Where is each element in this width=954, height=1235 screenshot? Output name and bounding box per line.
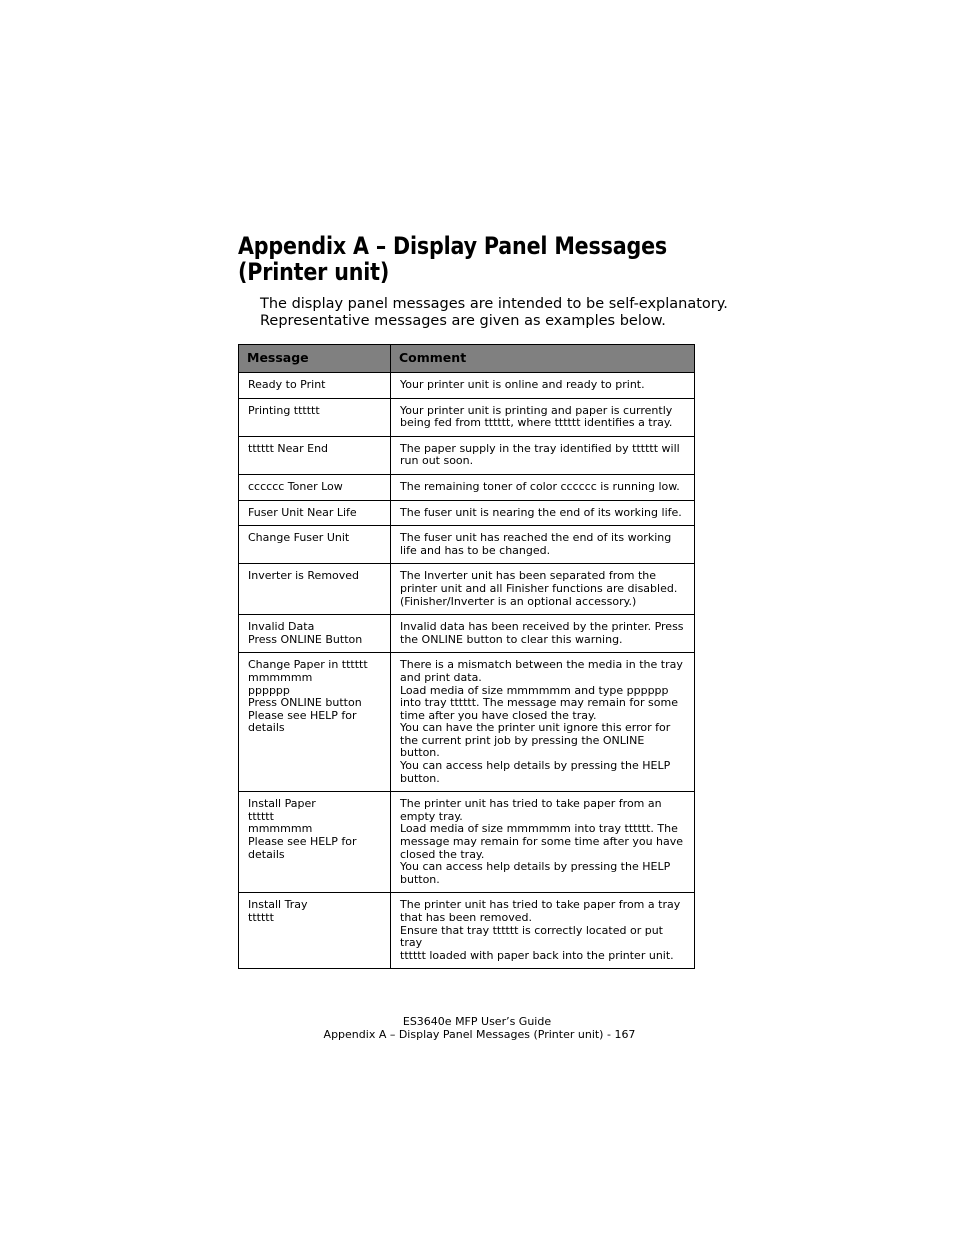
- message-cell: [239, 792, 391, 893]
- table-row: [239, 436, 695, 474]
- message-cell-line: details: [248, 721, 285, 735]
- comment-cell-line: The fuser unit is nearing the end of its working life.: [400, 505, 682, 519]
- message-cell-line: Change Fuser Unit: [248, 531, 350, 545]
- page-footer: [0, 1015, 954, 1041]
- comment-cell-line: into tray tttttt. The message may remain for some: [400, 696, 678, 710]
- comment-cell-line: The remaining toner of color cccccc is running low.: [400, 479, 680, 493]
- comment-cell: [391, 500, 695, 526]
- table-header-row: [239, 345, 695, 373]
- comment-cell-line: The printer unit has tried to take paper from a tray: [400, 898, 681, 912]
- comment-cell-line: printer unit and all Finisher functions are disabled.: [400, 581, 678, 595]
- comment-cell-line: The fuser unit has reached the end of its working: [400, 531, 672, 545]
- message-cell-line: details: [248, 847, 285, 861]
- comment-cell-line: the ONLINE button to clear this warning.: [400, 632, 623, 646]
- comment-cell: [391, 893, 695, 969]
- comment-cell-line: and print data.: [400, 670, 482, 684]
- message-cell: [239, 474, 391, 500]
- page-title-line-2: (Printer unit): [238, 258, 390, 286]
- table-row: [239, 893, 695, 969]
- comment-cell: [391, 398, 695, 436]
- comment-cell-line: The printer unit has tried to take paper from an: [400, 797, 662, 811]
- message-cell-line: Change Paper in tttttt: [248, 658, 368, 672]
- comment-cell-line: that has been removed.: [400, 911, 533, 924]
- comment-cell-line: Ensure that tray tttttt is correctly located or put tray: [400, 923, 663, 950]
- comment-cell-line: life and has to be changed.: [400, 543, 551, 557]
- comment-cell-line: the current print job by pressing the ONLINE: [400, 733, 645, 747]
- comment-cell-line: button.: [400, 771, 440, 785]
- message-cell-line: Please see HELP for: [248, 835, 357, 849]
- message-cell: [239, 526, 391, 564]
- message-cell-line: Press ONLINE button: [248, 696, 362, 710]
- comment-cell: [391, 653, 695, 792]
- message-cell-line: tttttt Near End: [248, 441, 329, 455]
- message-cell-line: Install Tray: [248, 898, 308, 912]
- message-cell: [239, 373, 391, 399]
- comment-cell: [391, 792, 695, 893]
- display-messages-table: [238, 344, 695, 969]
- intro-line-2: Representative messages are given as examples below.: [260, 313, 666, 329]
- message-cell-line: Inverter is Removed: [248, 569, 360, 583]
- comment-cell-line: The Inverter unit has been separated from the: [400, 569, 656, 583]
- comment-cell-line: You can access help details by pressing the HELP: [400, 759, 671, 773]
- comment-cell-line: being fed from tttttt, where tttttt identifies a tray.: [400, 416, 673, 430]
- message-cell-line: tttttt: [248, 809, 274, 823]
- comment-cell-line: button.: [400, 746, 440, 760]
- comment-cell: [391, 615, 695, 653]
- comment-cell-line: Load media of size mmmmmm and type pppppp: [400, 683, 669, 697]
- message-cell-line: tttttt: [248, 911, 274, 924]
- table-row: [239, 373, 695, 399]
- message-cell: [239, 893, 391, 969]
- comment-cell-line: You can access help details by pressing the HELP: [400, 860, 671, 874]
- comment-cell: [391, 564, 695, 615]
- comment-cell-line: Load media of size mmmmmm into tray tttttt. The: [400, 822, 678, 836]
- table-row: [239, 653, 695, 792]
- message-cell-line: Invalid Data: [248, 620, 315, 634]
- page-title-line-1: Appendix A – Display Panel Messages: [238, 232, 668, 260]
- message-cell-line: pppppp: [248, 683, 290, 697]
- comment-cell-line: run out soon.: [400, 454, 474, 468]
- message-cell-line: Ready to Print: [248, 378, 326, 391]
- comment-cell-line: Invalid data has been received by the printer. Press: [400, 620, 684, 634]
- table-row: [239, 526, 695, 564]
- comment-cell-line: tttttt loaded with paper back into the printer unit.: [400, 948, 674, 962]
- comment-cell: [391, 373, 695, 399]
- footer-section-page: Appendix A – Display Panel Messages (Printer unit) - 167: [323, 1028, 636, 1041]
- intro-paragraph: [260, 296, 740, 330]
- table-row: [239, 474, 695, 500]
- table-row: [239, 615, 695, 653]
- comment-cell: [391, 436, 695, 474]
- message-cell: [239, 615, 391, 653]
- table-body: [239, 373, 695, 969]
- comment-cell-line: empty tray.: [400, 809, 463, 823]
- message-cell: [239, 398, 391, 436]
- message-cell: [239, 564, 391, 615]
- message-cell-line: mmmmmm: [248, 822, 313, 836]
- message-cell-line: Install Paper: [248, 797, 316, 811]
- message-cell: [239, 436, 391, 474]
- comment-cell-line: Your printer unit is printing and paper is currently: [400, 403, 673, 417]
- table-row: [239, 792, 695, 893]
- comment-cell-line: There is a mismatch between the media in the tray: [400, 658, 683, 672]
- comment-cell: [391, 526, 695, 564]
- message-cell-line: cccccc Toner Low: [248, 479, 343, 493]
- comment-cell-line: message may remain for some time after you have: [400, 835, 684, 849]
- footer-guide-title: ES3640e MFP User’s Guide: [402, 1015, 552, 1028]
- message-cell-line: Fuser Unit Near Life: [248, 505, 357, 519]
- table-row: [239, 398, 695, 436]
- message-cell-line: Printing tttttt: [248, 403, 320, 417]
- table-row: [239, 500, 695, 526]
- message-cell: [239, 653, 391, 792]
- comment-cell-line: button.: [400, 872, 440, 886]
- column-header-message: Message: [239, 345, 391, 373]
- comment-cell-line: time after you have closed the tray.: [400, 708, 597, 722]
- comment-cell-line: Your printer unit is online and ready to print.: [400, 378, 645, 391]
- message-cell: [239, 500, 391, 526]
- intro-line-1: The display panel messages are intended to be self-explanatory.: [260, 296, 728, 312]
- comment-cell: [391, 474, 695, 500]
- comment-cell-line: closed the tray.: [400, 847, 485, 861]
- column-header-comment: Comment: [391, 345, 695, 373]
- comment-cell-line: The paper supply in the tray identified by tttttt will: [400, 441, 680, 455]
- comment-cell-line: (Finisher/Inverter is an optional accessory.): [400, 594, 637, 608]
- comment-cell-line: You can have the printer unit ignore this error for: [400, 721, 671, 735]
- message-cell-line: Please see HELP for: [248, 708, 357, 722]
- page-title: [238, 233, 685, 285]
- message-cell-line: Press ONLINE Button: [248, 632, 363, 646]
- table-row: [239, 564, 695, 615]
- message-cell-line: mmmmmm: [248, 670, 313, 684]
